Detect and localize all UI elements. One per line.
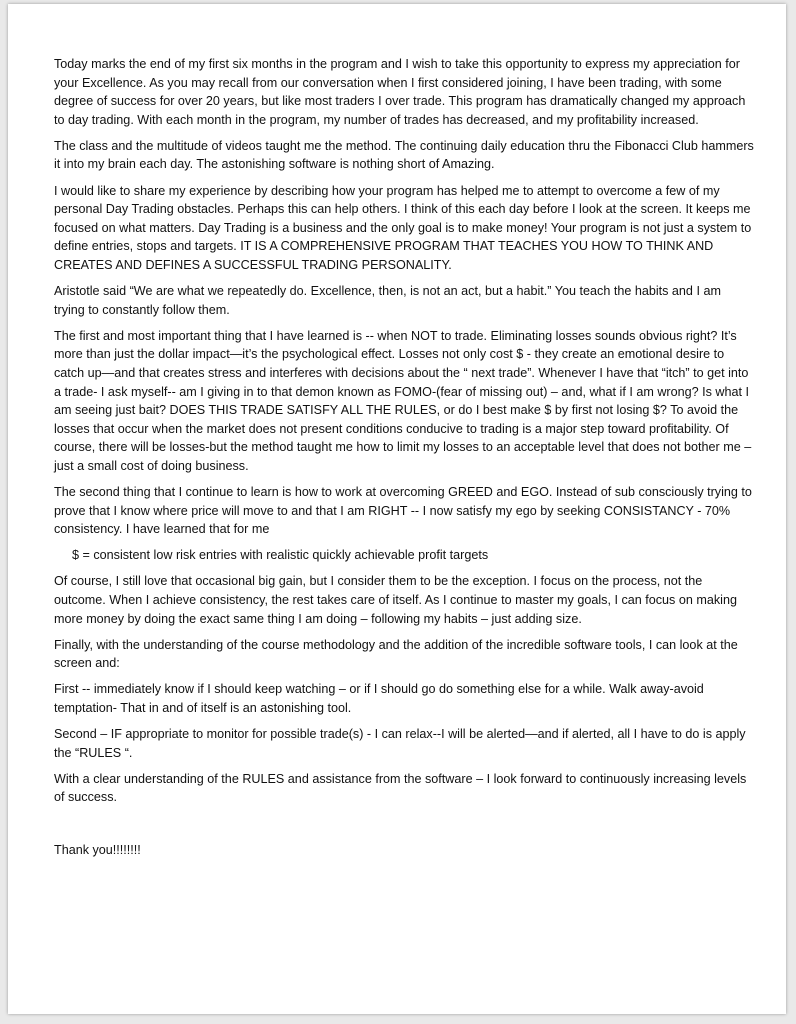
paragraph-second: Second – IF appropriate to monitor for possible trade(s) - I can relax--I will be alerted—and if alerted, all I have to do is apply the “RULES “. bbox=[54, 727, 746, 760]
paragraph-when-not-to-trade: The first and most important thing that I have learned is -- when NOT to trade. Eliminating losses sounds obvious right? It’s more than just the dollar impact—it’s the psychological effect. Losses not only cost $ - they create an emotional desire to catch up—and that creates stress and interferes with decisions about the “ next trade”. Whenever I have that “itch” to get into a trade- I ask myself-- am I giving in to that demon known as FOMO-(fear of missing out) – and, what if I am wrong? Is what I am seeing just bait? DOES THIS TRADE SATISFY ALL THE RULES, or do I best make $ by first not losing $? To avoid the losses that occur when the market does not present conditions conducive to trading is a major step toward profitability. Of course, there will be losses-but the method taught me how to limit my losses to an acceptable level that does not bother me – just a small cost of doing business. bbox=[54, 328, 752, 473]
paragraph-formula: $ = consistent low risk entries with realistic quickly achievable profit targets bbox=[72, 548, 489, 563]
paragraph-experience: I would like to share my experience by describing how your program has helped me to attempt to overcome a few of my personal Day Trading obstacles. Perhaps this can help others. I think of this each day before I look at the screen. It keeps me focused on what matters. Day Trading is a business and the only goal is to make money! Your program is not just a system to define entries, stops and targets. IT IS A COMPREHENSIVE PROGRAM THAT TEACHES YOU HOW TO THINK AND CREATES AND DEFINES A SUCCESSFUL TRADING PERSONALITY. bbox=[54, 183, 752, 272]
closing-line: Thank you!!!!!!!! bbox=[54, 842, 141, 857]
letter-body bbox=[54, 55, 754, 867]
document-page bbox=[8, 4, 786, 1014]
paragraph-first: First -- immediately know if I should keep watching – or if I should go do something else for a while. Walk away-avoid temptation- That in and of itself is an astonishing tool. bbox=[54, 682, 704, 715]
paragraph-finally: Finally, with the understanding of the course methodology and the addition of the incredible software tools, I can look at the screen and: bbox=[54, 637, 738, 671]
paragraph-rules: With a clear understanding of the RULES and assistance from the software – I look forward to continuously increasing levels of success. bbox=[54, 771, 747, 805]
paragraph-class-videos: The class and the multitude of videos taught me the method. The continuing daily education thru the Fibonacci Club hammers it into my brain each day. The astonishing software is nothing short of Amazing. bbox=[54, 138, 754, 172]
paragraph-intro: Today marks the end of my first six months in the program and I wish to take this opportunity to express my appreciation for your Excellence. As you may recall from our conversation when I first considered joining, I have been trading, with some degree of success for over 20 years, but like most traders I over trade. This program has dramatically changed my approach to day trading. With each month in the program, my number of trades has decreased, and my profitability increased. bbox=[54, 57, 746, 127]
paragraph-greed-ego: The second thing that I continue to learn is how to work at overcoming GREED and EGO. Instead of sub consciously trying to prove that I know where price will move to and that I am RIGHT -- I now satisfy my ego by seeking CONSISTANCY - 70% consistency. I have learned that for me bbox=[54, 484, 752, 537]
paragraph-aristotle: Aristotle said “We are what we repeatedly do. Excellence, then, is not an act, but a habit.” You teach the habits and I am trying to constantly follow them. bbox=[54, 284, 721, 317]
paragraph-big-gain: Of course, I still love that occasional big gain, but I consider them to be the exception. I focus on the process, not the outcome. When I achieve consistency, the rest takes care of itself. As I continue to master my goals, I can focus on making more money by doing the exact same thing I am doing – following my habits – just adding size. bbox=[54, 574, 737, 626]
